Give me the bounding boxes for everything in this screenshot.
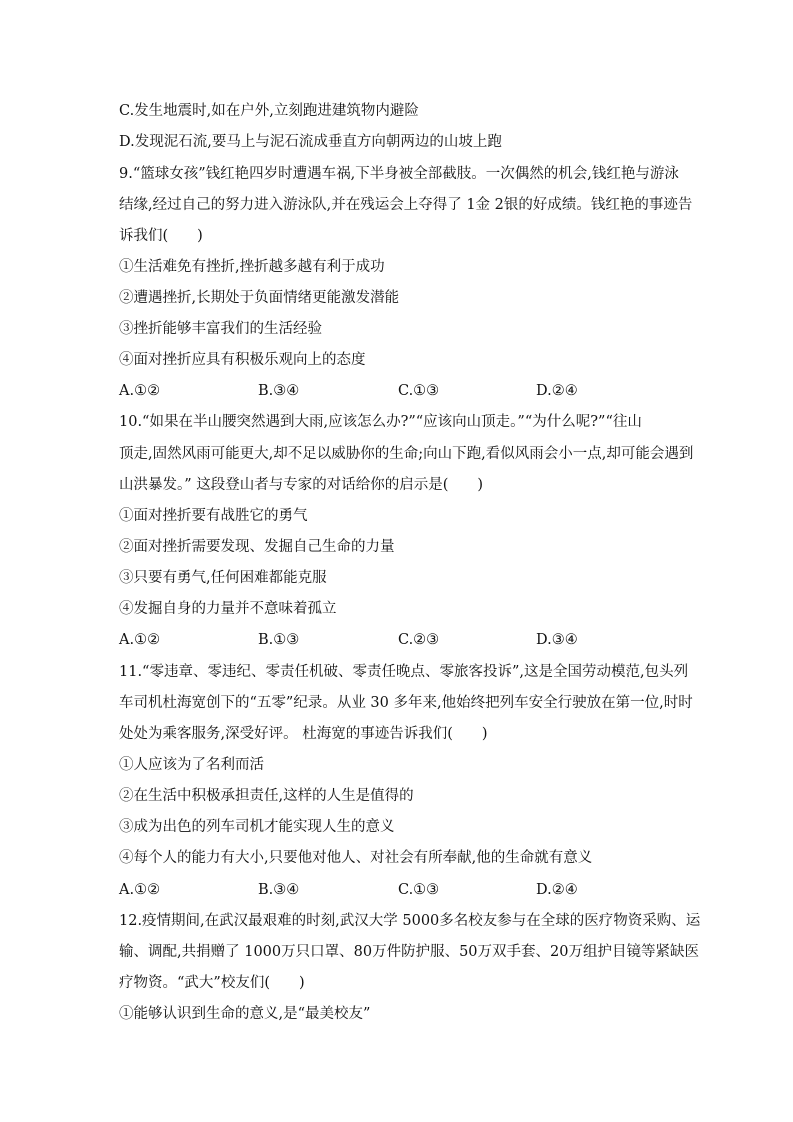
choice-d: D.②④	[536, 383, 578, 399]
choice-c: C.①③	[398, 882, 440, 898]
question-12-text: 12.疫情期间,在武汉最艰难的时刻,武汉大学 5000多名校友参与在全球的医疗物资采购、运	[119, 913, 701, 929]
question-11-text: 车司机杜海宽创下的“五零”纪录。从业 30 多年来,他始终把列车安全行驶放在第一位,时时	[119, 695, 693, 711]
question-11-text: 处处为乘客服务,深受好评。 杜海宽的事迹告诉我们( )	[119, 726, 488, 742]
option-line-c: C.发生地震时,如在户外,立刻跑进建筑物内避险	[119, 103, 419, 119]
choice-b: B.③④	[258, 383, 300, 399]
statement-4: ④每个人的能力有大小,只要他对他人、对社会有所奉献,他的生命就有意义	[119, 850, 593, 866]
statement-1: ①人应该为了名利而活	[119, 757, 264, 773]
statement-2: ②面对挫折需要发现、发掘自己生命的力量	[119, 539, 395, 555]
question-12-text: 输、调配,共捐赠了 1000万只口罩、80万件防护服、50万双手套、20万组护目镜等紧缺医	[119, 944, 699, 960]
question-9-text: 9.“篮球女孩”钱红艳四岁时遭遇车祸,下半身被全部截肢。一次偶然的机会,钱红艳与游泳	[119, 166, 679, 182]
statement-4: ④发掘自身的力量并不意味着孤立	[119, 601, 337, 617]
option-line-d: D.发现泥石流,要马上与泥石流成垂直方向朝两边的山坡上跑	[119, 134, 502, 150]
question-9-text: 诉我们( )	[119, 228, 203, 244]
choice-a: A.①②	[119, 632, 161, 648]
statement-2: ②遭遇挫折,长期处于负面情绪更能激发潜能	[119, 290, 400, 306]
statement-3: ③只要有勇气,任何困难都能克服	[119, 570, 327, 586]
question-10-text: 10.“如果在半山腰突然遇到大雨,应该怎么办?”“应该向山顶走。”“为什么呢?”“往山	[119, 414, 642, 430]
statement-1: ①面对挫折要有战胜它的勇气	[119, 508, 308, 524]
statement-4: ④面对挫折应具有积极乐观向上的态度	[119, 352, 366, 368]
question-11-text: 11.“零违章、零违纪、零责任机破、零责任晚点、零旅客投诉”,这是全国劳动模范,包头列	[119, 664, 689, 680]
choice-c: C.②③	[398, 632, 440, 648]
choice-d: D.②④	[536, 882, 578, 898]
statement-2: ②在生活中积极承担责任,这样的人生是值得的	[119, 788, 414, 804]
question-10-text: 山洪暴发。” 这段登山者与专家的对话给你的启示是( )	[119, 477, 484, 493]
statement-3: ③挫折能够丰富我们的生活经验	[119, 321, 322, 337]
choice-a: A.①②	[119, 882, 161, 898]
statement-1: ①生活难免有挫折,挫折越多越有利于成功	[119, 259, 385, 275]
question-10-text: 顶走,固然风雨可能更大,却不足以威胁你的生命;向山下跑,看似风雨会小一点,却可能会遇到	[119, 446, 694, 462]
choice-b: B.①③	[258, 632, 300, 648]
choice-a: A.①②	[119, 383, 161, 399]
choice-d: D.③④	[536, 632, 578, 648]
statement-1: ①能够认识到生命的意义,是“最美校友”	[119, 1006, 371, 1022]
choice-c: C.①③	[398, 383, 440, 399]
statement-3: ③成为出色的列车司机才能实现人生的意义	[119, 819, 395, 835]
choice-b: B.③④	[258, 882, 300, 898]
question-12-text: 疗物资。“武大”校友们( )	[119, 975, 305, 991]
question-9-text: 结缘,经过自己的努力进入游泳队,并在残运会上夺得了 1金 2银的好成绩。钱红艳的事迹告	[119, 197, 693, 213]
